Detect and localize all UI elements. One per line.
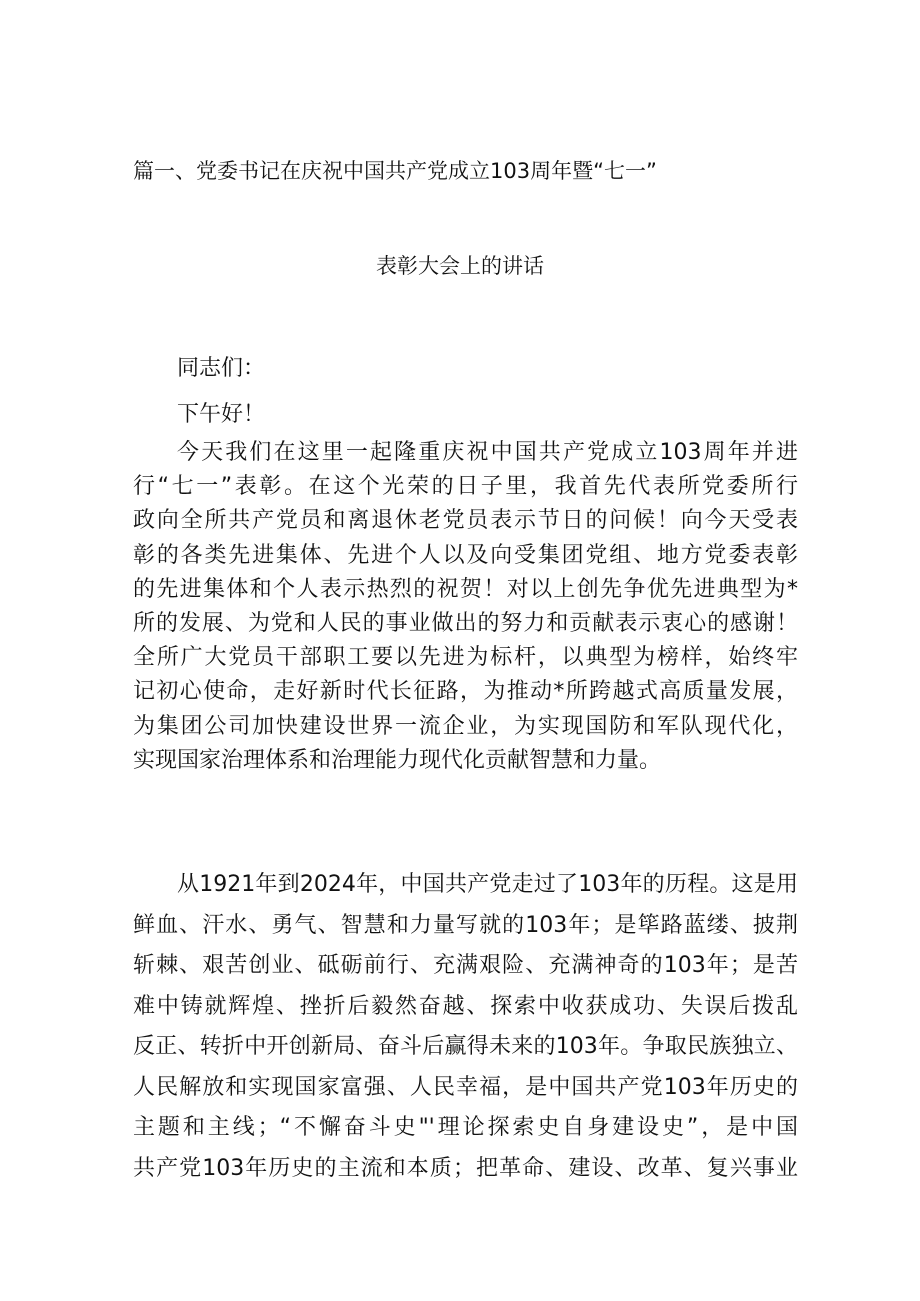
paragraph-1-lines-line: 记初心使命，走好新时代长征路，为推动*所跨越式高质量发展， [133,679,798,705]
paragraph-2-lines-line: 反正、转折中开创新局、奋斗后赢得未来的103年。争取民族独立、 [133,1034,798,1059]
paragraph-1-lines-line: 政向全所共产党员和离退休老党员表示节日的问候！向今天受表 [133,508,798,534]
paragraph-2-lines-line: 人民解放和实现国家富强、人民幸福，是中国共产党103年历史的 [133,1074,798,1100]
paragraph-1-lines-line: 所的发展、为党和人民的事业做出的努力和贡献表示衷心的感谢！ [133,611,798,636]
paragraph-1-lines-line: 彰的各类先进集体、先进个人以及向受集团党组、地方党委表彰 [133,542,798,568]
paragraph-1-lines-line: 为集团公司加快建设世界一流企业，为实现国防和军队现代化， [133,713,798,739]
paragraph-1-lines-line: 今天我们在这里一起隆重庆祝中国共产党成立103周年并进 [177,440,798,465]
paragraph-2-lines-line: 主题和主线；“不懈奋斗史"'理论探索史自身建设史”，是中国 [133,1115,798,1140]
paragraph-2-lines-line: 斩棘、艰苦创业、砥砺前行、充满艰险、充满神奇的103年；是苦 [133,953,798,978]
document-title-line-1: 篇一、党委书记在庆祝中国共产党成立103周年暨“七一” [133,159,657,183]
paragraph-2-lines-line: 难中铸就辉煌、挫折后毅然奋越、探索中收获成功、失误后拨乱 [133,993,798,1019]
paragraph-1-lines-line: 行“七一”表彰。在这个光荣的日子里，我首先代表所党委所行 [133,474,798,500]
paragraph-1-lines-line: 实现国家治理体系和治理能力现代化贡献智慧和力量。 [133,747,662,773]
paragraph-2-lines-line: 从1921年到2024年，中国共产党走过了103年的历程。这是用 [177,872,798,897]
paragraph-1-lines-line: 全所广大党员干部职工要以先进为标杆，以典型为榜样，始终牢 [133,645,798,671]
paragraph-2-lines-line: 共产党103年历史的主流和本质；把革命、建设、改革、复兴事业 [133,1155,798,1181]
salutation: 同志们： [177,356,266,381]
document-title-line-2: 表彰大会上的讲话 [376,254,544,278]
paragraph-1-lines-line: 的先进集体和个人表示热烈的祝贺！对以上创先争优先进典型为* [133,576,798,602]
greeting: 下午好！ [177,402,266,427]
paragraph-2-lines-line: 鲜血、汗水、勇气、智慧和力量写就的103年；是筚路蓝缕、披荆 [133,912,798,938]
